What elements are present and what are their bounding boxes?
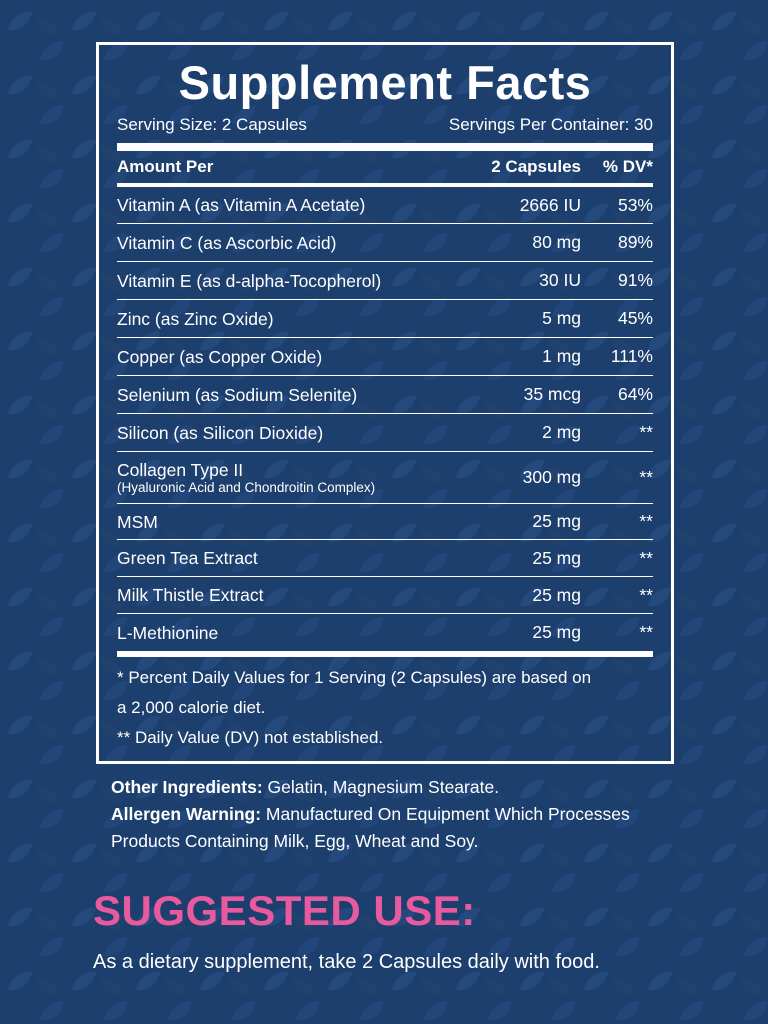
allergen-warning-text-line1: Manufactured On Equipment Which Processes: [261, 804, 630, 824]
nutrient-name: L-Methionine: [117, 622, 219, 643]
nutrient-name-cell: [117, 583, 461, 607]
supplement-facts-panel: [96, 42, 674, 764]
nutrient-name: Milk Thistle Extract: [117, 585, 264, 605]
nutrient-name: Green Tea Extract: [117, 548, 258, 568]
other-ingredients: [111, 774, 651, 801]
nutrient-dv: **: [639, 422, 653, 442]
nutrient-name-cell: [117, 421, 461, 445]
table-row: [117, 338, 653, 376]
table-row: [117, 376, 653, 414]
other-ingredients-label: Other Ingredients:: [111, 777, 263, 797]
allergen-warning-text-line2: Products Containing Milk, Egg, Wheat and Soy.: [111, 831, 479, 851]
nutrient-dv: **: [639, 622, 653, 642]
other-info: [111, 774, 651, 855]
nutrient-name: Selenium (as Sodium Selenite): [117, 384, 358, 405]
footnotes: [117, 663, 653, 753]
nutrient-dv: 45%: [617, 308, 653, 328]
nutrient-name-cell: [117, 546, 461, 570]
allergen-warning: [111, 801, 651, 828]
nutrient-amount: 300 mg: [522, 467, 581, 487]
servings-per-container: Servings Per Container: 30: [448, 115, 653, 134]
nutrient-dv: 111%: [610, 346, 653, 366]
table-row: [117, 262, 653, 300]
nutrient-amount: 1 mg: [542, 346, 581, 366]
table-row: [117, 577, 653, 614]
table-row: [117, 540, 653, 577]
nutrient-subtitle: (Hyaluronic Acid and Chondroitin Complex): [117, 480, 376, 495]
footnote-not-established: ** Daily Value (DV) not established.: [117, 728, 384, 747]
table-row: [117, 300, 653, 338]
table-header: [117, 151, 653, 183]
table-row: [117, 187, 653, 224]
nutrient-name-cell: [117, 510, 461, 534]
nutrient-name-cell: [117, 621, 461, 645]
nutrient-dv: 53%: [617, 194, 653, 215]
nutrient-name: Vitamin E (as d-alpha-Tocopherol): [117, 270, 382, 291]
bottom-divider: [117, 651, 653, 657]
nutrient-dv: **: [639, 511, 653, 531]
nutrient-name: MSM: [117, 511, 158, 532]
nutrient-amount: 2 mg: [542, 422, 581, 442]
nutrient-name: Zinc (as Zinc Oxide): [117, 308, 274, 329]
serving-size: Serving Size: 2 Capsules: [117, 115, 307, 134]
nutrient-rows: [117, 187, 653, 651]
nutrient-name-cell: [117, 193, 461, 217]
header-dv: % DV*: [602, 157, 653, 176]
other-ingredients-text: Gelatin, Magnesium Stearate.: [262, 777, 500, 797]
nutrient-name-cell: [117, 345, 461, 369]
nutrient-name-cell: [117, 269, 461, 293]
nutrient-amount: 5 mg: [542, 308, 581, 328]
nutrient-amount: 80 mg: [532, 232, 581, 252]
nutrient-amount: 25 mg: [532, 584, 581, 605]
nutrient-name-cell: [117, 383, 461, 407]
table-row: [117, 224, 653, 262]
nutrient-name: Vitamin A (as Vitamin A Acetate): [117, 195, 366, 215]
thick-divider: [117, 143, 653, 151]
nutrient-amount: 30 IU: [539, 270, 581, 290]
header-amount-per: Amount Per: [117, 157, 214, 176]
table-row: [117, 504, 653, 540]
nutrient-name: Collagen Type II: [117, 460, 244, 480]
nutrient-amount: 25 mg: [532, 622, 581, 642]
nutrient-name: Silicon (as Silicon Dioxide): [117, 422, 324, 443]
nutrient-dv: 64%: [617, 384, 653, 404]
table-row: [117, 452, 653, 504]
nutrient-dv: 91%: [617, 270, 653, 290]
allergen-warning-label: Allergen Warning:: [111, 804, 262, 824]
nutrient-dv: **: [639, 467, 653, 487]
nutrient-dv: **: [639, 584, 653, 605]
nutrient-dv: 89%: [617, 232, 653, 252]
serving-info: [117, 113, 653, 137]
suggested-use-title: SUGGESTED USE:: [93, 887, 476, 934]
nutrient-amount: 25 mg: [532, 547, 581, 568]
suggested-use-text: As a dietary supplement, take 2 Capsules daily with food.: [93, 951, 600, 973]
header-amount: 2 Capsules: [491, 157, 581, 176]
nutrient-amount: 2666 IU: [519, 194, 581, 215]
nutrient-name-cell: [117, 307, 461, 331]
nutrient-amount: 35 mcg: [523, 384, 581, 404]
nutrient-name: Vitamin C (as Ascorbic Acid): [117, 232, 337, 253]
footnote-dv-line1: * Percent Daily Values for 1 Serving (2 Capsules) are based on: [117, 668, 592, 687]
nutrient-name-cell: [117, 231, 461, 255]
panel-title: Supplement Facts: [178, 56, 592, 109]
table-row: [117, 414, 653, 452]
table-row: [117, 614, 653, 651]
nutrient-name: Copper (as Copper Oxide): [117, 346, 323, 367]
nutrient-name-cell: [117, 460, 461, 495]
nutrient-amount: 25 mg: [532, 511, 581, 531]
footnote-dv-line2: a 2,000 calorie diet.: [117, 698, 266, 717]
nutrient-dv: **: [639, 547, 653, 568]
